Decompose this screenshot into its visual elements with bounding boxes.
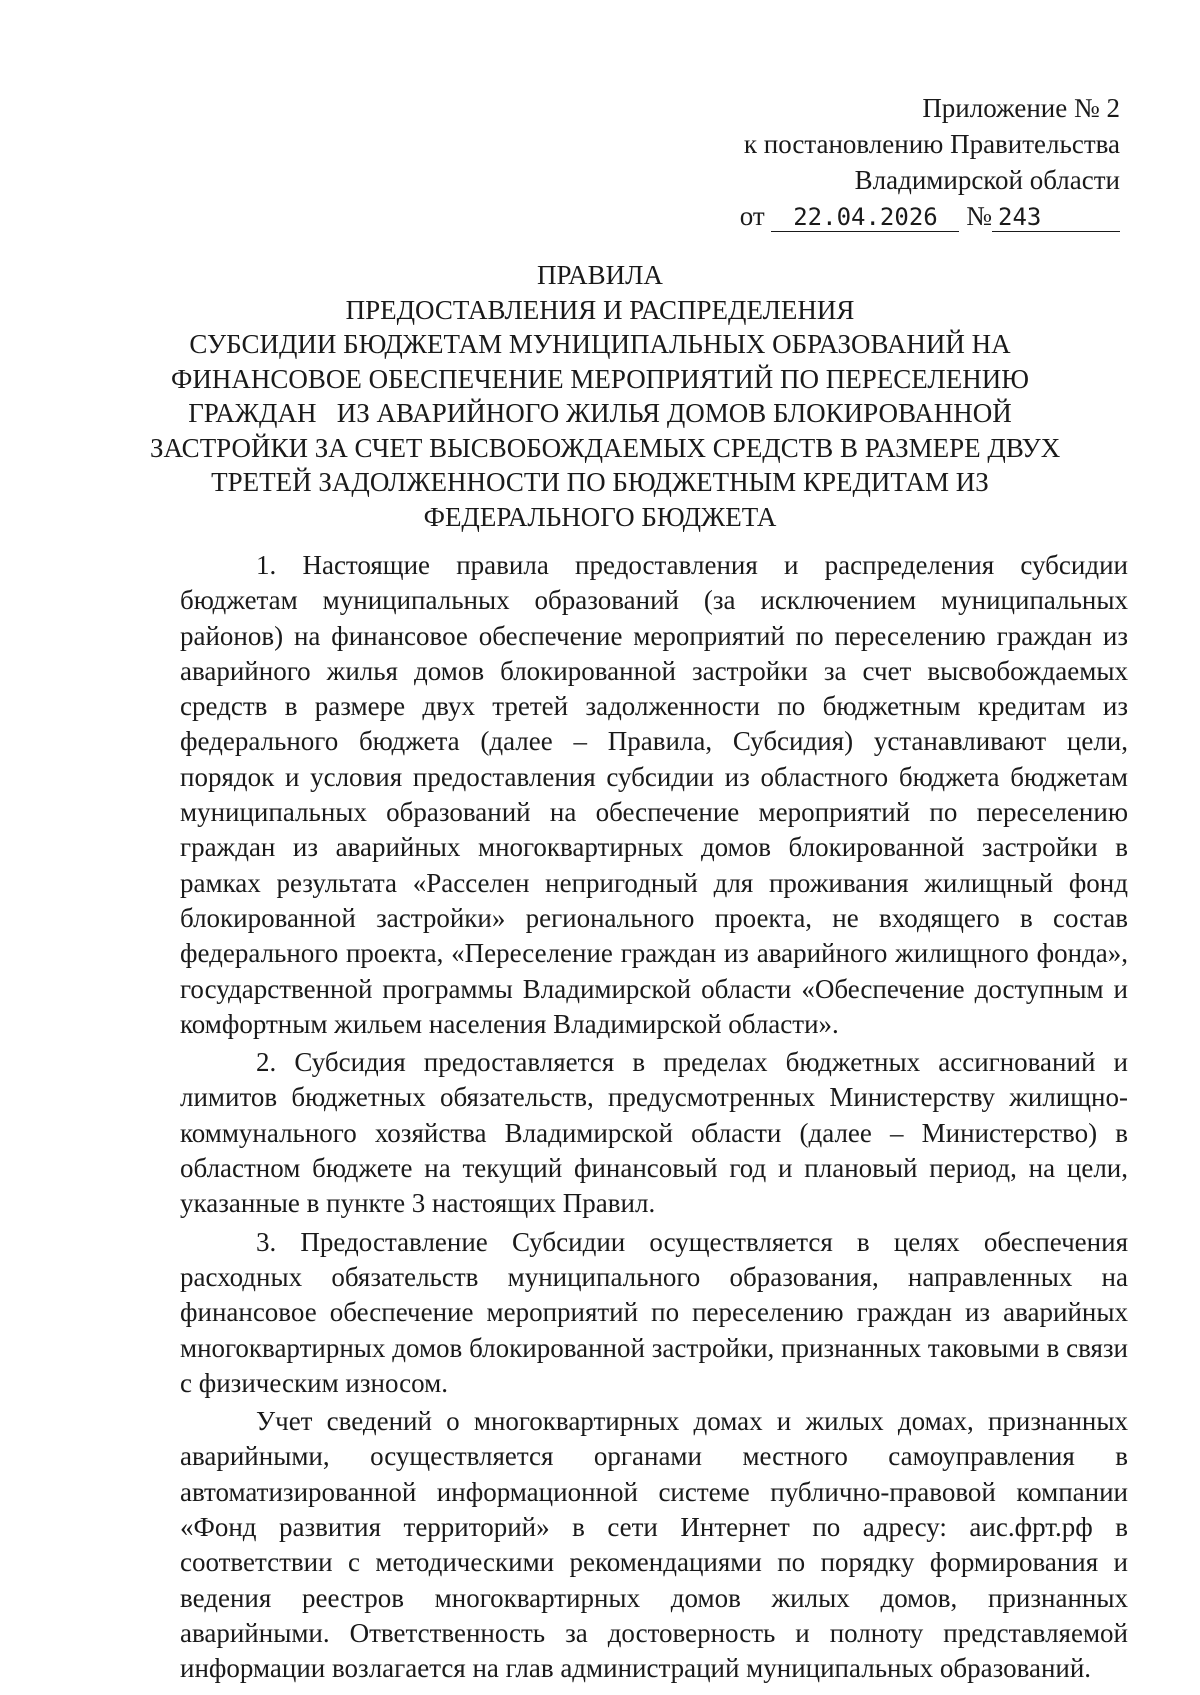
title-line: СУБСИДИИ БЮДЖЕТАМ МУНИЦИПАЛЬНЫХ ОБРАЗОВАНИЙ НА <box>189 329 1011 359</box>
appendix-header <box>700 90 1120 234</box>
number-prefix: № <box>966 201 992 231</box>
title-line: ПРАВИЛА <box>537 260 663 290</box>
date-prefix: от <box>739 201 765 231</box>
title-line: ТРЕТЕЙ ЗАДОЛЖЕННОСТИ ПО БЮДЖЕТНЫМ КРЕДИТАМ ИЗ <box>211 467 989 497</box>
appendix-region: Владимирской области <box>854 165 1120 195</box>
decree-date: 22.04.2026 <box>771 203 959 232</box>
paragraph-2: 2. Субсидия предоставляется в пределах бюджетных ассигнований и лимитов бюджетных обязательств, предусмотренных Министерству жилищно-коммунального хозяйства Владимирской области (далее – Министерство) в областном бюджете на текущий финансовый год и плановый период, на цели, указанные в пункте 3 настоящих Правил. <box>180 1047 1128 1219</box>
title-line: ФЕДЕРАЛЬНОГО БЮДЖЕТА <box>423 501 777 532</box>
paragraph-accounting: Учет сведений о многоквартирных домах и жилых домах, признанных аварийными, осуществляется органами местного самоуправления в автоматизированной информационной системе публично-правовой компании «Фонд развития территорий» в сети Интернет по адресу: аис.фрт.рф в соответствии с методическими рекомендациями по порядку формирования и ведения реестров многоквартирных домов жилых домов, признанных аварийными. Ответственность за достоверность и полноту представляемой информации возлагается на глав администраций муниципальных образований. <box>180 1406 1128 1684</box>
document-title <box>150 258 1061 534</box>
title-line: ЗАСТРОЙКИ ЗА СЧЕТ ВЫСВОБОЖДАЕМЫХ СРЕДСТВ В РАЗМЕРЕ ДВУХ <box>150 432 1061 463</box>
paragraph-3: 3. Предоставление Субсидии осуществляется в целях обеспечения расходных обязательств муниципального образования, направленных на финансовое обеспечение мероприятий по переселению граждан из аварийных многоквартирных домов блокированной застройки, признанных таковыми в связи с физическим износом. <box>180 1226 1128 1398</box>
decree-number: 243 <box>992 203 1120 232</box>
appendix-reference: к постановлению Правительства <box>743 129 1120 159</box>
appendix-number: Приложение № 2 <box>922 93 1120 123</box>
title-line: ГРАЖДАН ИЗ АВАРИЙНОГО ЖИЛЬЯ ДОМОВ БЛОКИРОВАННОЙ <box>188 398 1012 428</box>
title-line: ПРЕДОСТАВЛЕНИЯ И РАСПРЕДЕЛЕНИЯ <box>345 294 855 325</box>
document-body <box>180 548 1128 1687</box>
appendix-date-line <box>700 198 1120 234</box>
title-line: ФИНАНСОВОЕ ОБЕСПЕЧЕНИЕ МЕРОПРИЯТИЙ ПО ПЕРЕСЕЛЕНИЮ <box>171 363 1029 394</box>
paragraph-1: 1. Настоящие правила предоставления и распределения субсидии бюджетам муниципальных образований (за исключением муниципальных районов) на финансовое обеспечение мероприятий по переселению граждан из аварийного жилья домов блокированной застройки за счет высвобождаемых средств в размере двух третей задолженности по бюджетным кредитам из федерального бюджета (далее – Правила, Субсидия) устанавливают цели, порядок и условия предоставления субсидии из областного бюджета бюджетам муниципальных образований на обеспечение мероприятий по переселению граждан из аварийных многоквартирных домов блокированной застройки в рамках результата «Расселен непригодный для проживания жилищный фонд блокированной застройки» регионального проекта, не входящего в состав федерального проекта, «Переселение граждан из аварийного жилищного фонда», государственной программы Владимирской области «Обеспечение доступным и комфортным жильем населения Владимирской области». <box>180 550 1128 1039</box>
